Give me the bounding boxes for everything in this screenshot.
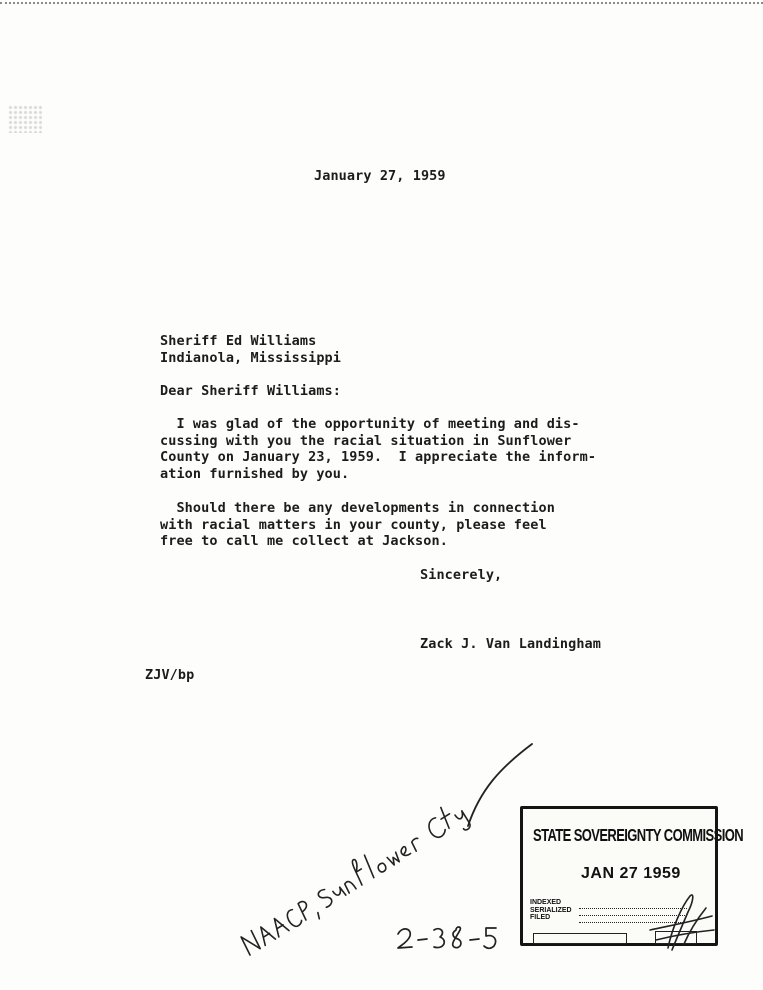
handwritten-file-number [398,927,496,948]
closing: Sincerely, [420,567,503,583]
signer-name: Zack J. Van Landingham [420,636,602,652]
typist-initials: ZJV/bp [145,667,195,683]
paragraph-2-line: Should there be any developments in connection [160,500,555,516]
paragraph-1-line: I was glad of the opportunity of meeting and dis- [160,416,580,432]
paragraph-1-line: ation furnished by you. [160,465,350,482]
salutation: Dear Sheriff Williams: [160,383,342,399]
paragraph-2-line: with racial matters in your county, please feel [160,516,547,533]
stamp-date: JAN 27 1959 [581,865,681,882]
pen-stroke [468,744,532,826]
stamp-label-serialized: SERIALIZED [530,906,572,914]
handwritten-notation [236,797,472,962]
paragraph-1-line: cussing with you the racial situation in Sunflower [160,432,572,449]
stamp-title: STATE SOVEREIGNTY COMMISSION [533,825,744,846]
stamp-signature [650,895,714,950]
stamp-label-filed: FILED [530,914,551,921]
recipient-line-name: Sheriff Ed Williams [160,333,317,349]
paragraph-1-line: County on January 23, 1959. I appreciate the inform- [160,449,597,465]
stamp-label-indexed: INDEXED [530,899,562,906]
letter-date: January 27, 1959 [314,168,446,184]
paragraph-2-line: free to call me collect at Jackson. [160,533,448,549]
recipient-line-city: Indianola, Mississippi [160,349,342,366]
